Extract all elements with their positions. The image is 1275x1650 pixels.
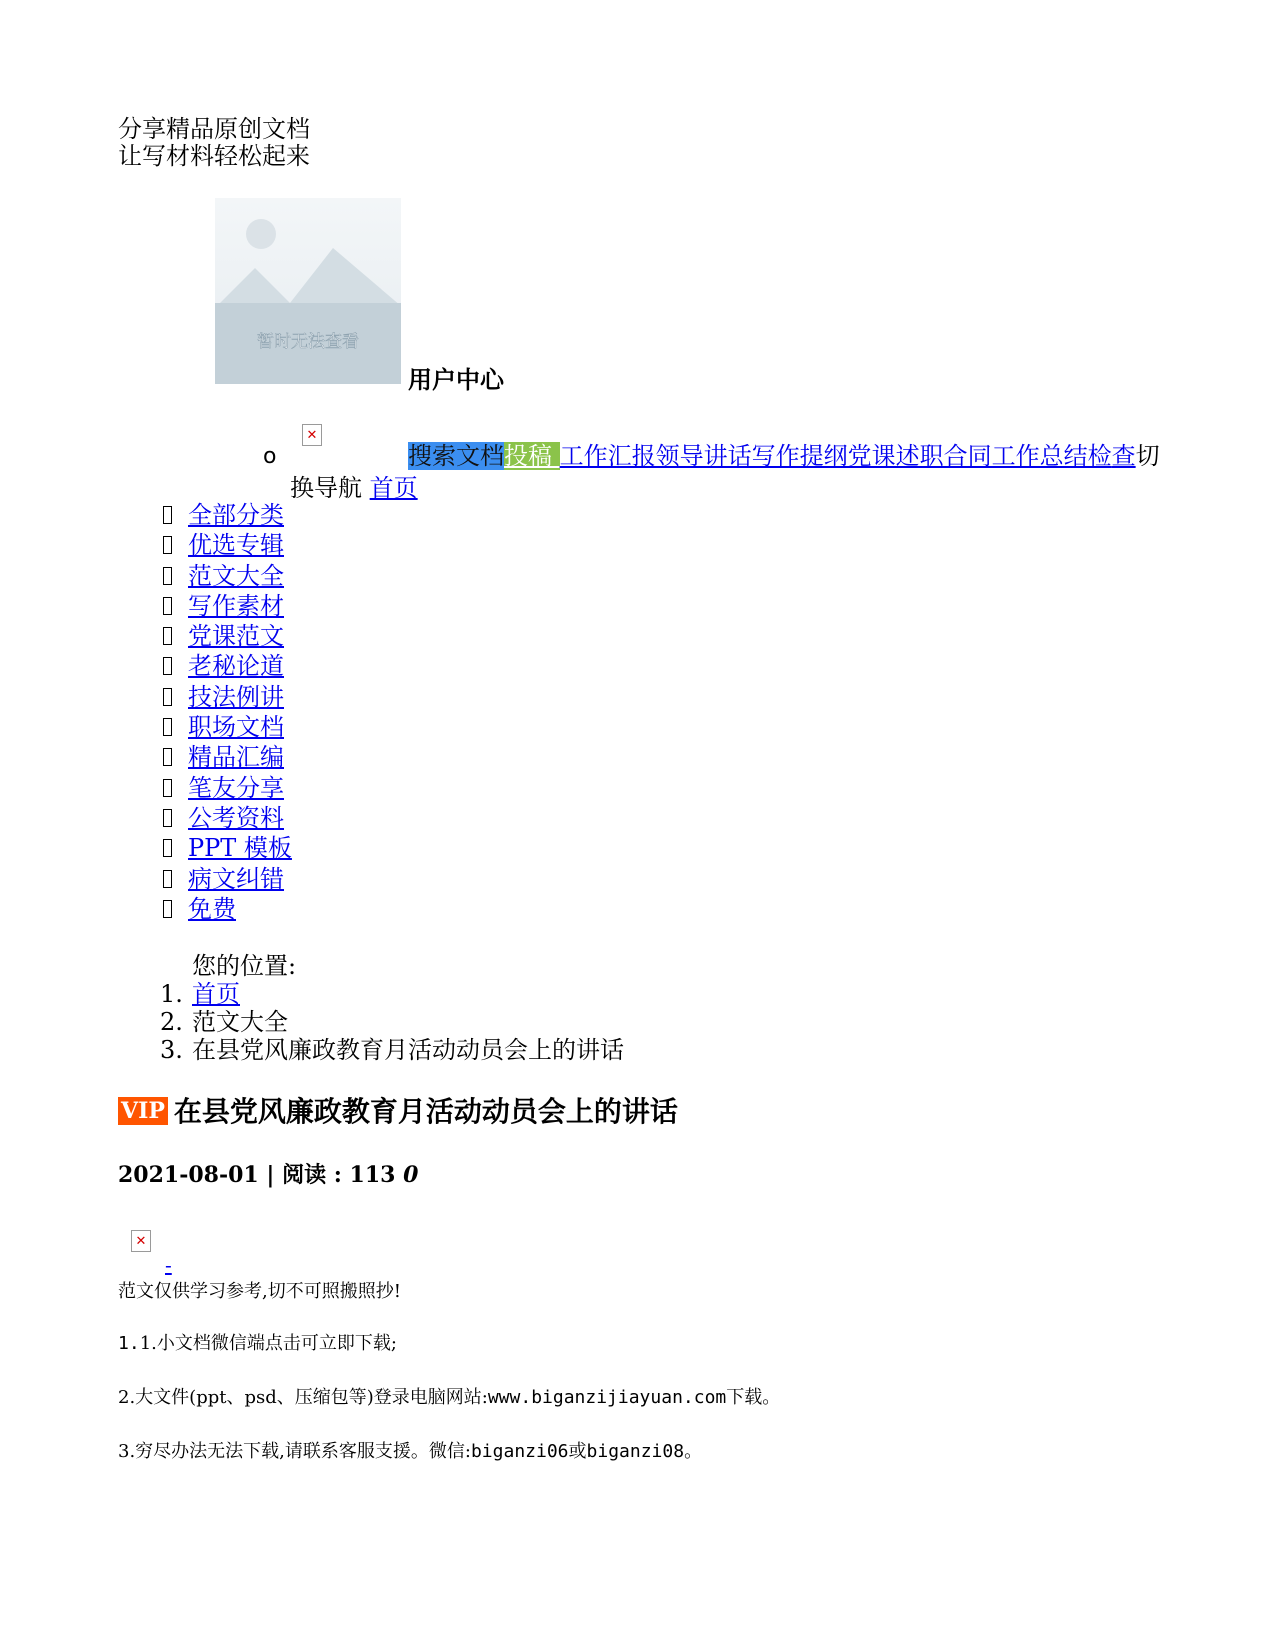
nav-link[interactable]: 技法例讲 xyxy=(188,682,284,711)
nav-link[interactable]: 精品汇编 xyxy=(188,743,284,772)
breadcrumb xyxy=(160,980,624,1064)
bullet-box-icon xyxy=(163,597,172,615)
nav-link[interactable]: 免费 xyxy=(188,894,236,923)
nav-link[interactable]: 笔友分享 xyxy=(188,773,284,802)
bullet-box-icon xyxy=(163,718,172,736)
bullet-box-icon xyxy=(163,627,172,645)
nav-link[interactable]: PPT 模板 xyxy=(188,834,292,863)
nav-item[interactable] xyxy=(163,500,292,530)
nav-link[interactable]: 范文大全 xyxy=(188,561,284,590)
notice-line: 3.穷尽办法无法下载,请联系客服支援。微信:biganzi06或biganzi08。 xyxy=(118,1441,703,1462)
bullet-box-icon xyxy=(163,567,172,585)
nav-link[interactable]: 优选专辑 xyxy=(188,531,284,560)
notice-line: 范文仅供学习参考,切不可照搬照抄! xyxy=(118,1281,401,1302)
nav-link[interactable]: 全部分类 xyxy=(188,501,284,529)
nav-link[interactable]: 老秘论道 xyxy=(188,652,284,681)
nav-link[interactable]: 党课范文 xyxy=(188,622,284,651)
image-unavailable-icon xyxy=(215,198,401,384)
bullet-box-icon xyxy=(163,900,172,918)
bullet-box-icon xyxy=(163,536,172,554)
nav-item[interactable] xyxy=(163,530,292,560)
wechat-id: biganzi06 xyxy=(470,1441,569,1462)
nav-item[interactable] xyxy=(163,591,292,621)
nav-item[interactable] xyxy=(163,773,292,803)
nav-item[interactable] xyxy=(163,621,292,651)
placeholder-caption: 暂时无法查看 xyxy=(257,332,359,352)
top-nav xyxy=(290,440,1170,504)
breadcrumb-home-link[interactable]: 首页 xyxy=(192,980,240,1008)
notice-line: 2.大文件(ppt、psd、压缩包等)登录电脑网站:www.biganzijiayuan.com下载。 xyxy=(118,1387,781,1408)
category-links-cont[interactable]: 查 xyxy=(1111,442,1136,470)
avatar-placeholder-image xyxy=(215,198,401,384)
like-count: 0 xyxy=(403,1162,419,1188)
article-title: 在县党风廉政教育月活动动员会上的讲话 xyxy=(173,1095,678,1128)
switch-nav-label: 切换导航 xyxy=(290,442,1160,502)
site-tagline xyxy=(118,116,310,170)
bullet-box-icon xyxy=(163,688,172,706)
broken-image-icon: ✕ xyxy=(302,424,322,446)
bullet-box-icon xyxy=(163,839,172,857)
publish-date: 2021-08-01 xyxy=(118,1162,259,1188)
notice-line: 1.1.小文档微信端点击可立即下载; xyxy=(118,1333,397,1354)
read-count: 113 xyxy=(349,1162,396,1188)
nav-item[interactable] xyxy=(163,561,292,591)
site-url: www.biganzijiayuan.com xyxy=(487,1387,727,1408)
nav-item[interactable] xyxy=(163,651,292,681)
bullet-box-icon xyxy=(163,870,172,888)
home-link[interactable]: 首页 xyxy=(369,474,418,502)
bullet-box-icon xyxy=(163,809,172,827)
page-title xyxy=(118,1090,678,1130)
tagline-line-1: 分享精品原创文档 xyxy=(118,115,310,143)
meta-separator: | xyxy=(266,1162,275,1188)
nav-item[interactable] xyxy=(163,742,292,772)
nav-link[interactable]: 公考资料 xyxy=(188,803,284,832)
nav-item[interactable] xyxy=(163,864,292,894)
user-center-label: 用户中心 xyxy=(408,365,504,394)
category-links[interactable]: 工作汇报领导讲话写作提纲党课述职合同工作总结检 xyxy=(559,442,1112,470)
vip-badge: VIP xyxy=(118,1097,168,1125)
wechat-id: biganzi08 xyxy=(586,1441,685,1462)
bullet-box-icon xyxy=(163,779,172,797)
nav-link[interactable]: 职场文档 xyxy=(188,713,284,742)
bullet-box-icon xyxy=(163,748,172,766)
bullet-box-icon xyxy=(163,506,172,524)
submit-article-button[interactable]: 投稿 xyxy=(504,442,560,470)
nav-item[interactable] xyxy=(163,712,292,742)
article-meta xyxy=(118,1158,418,1189)
broken-image-icon: ✕ xyxy=(131,1230,151,1252)
nav-item[interactable] xyxy=(163,682,292,712)
image-link[interactable]: - xyxy=(165,1253,172,1277)
location-label: 您的位置: xyxy=(192,952,297,980)
search-docs-button[interactable]: 搜索文档 xyxy=(408,442,504,470)
nav-item[interactable] xyxy=(163,803,292,833)
category-nav xyxy=(163,500,292,924)
nav-link[interactable]: 写作素材 xyxy=(188,591,284,620)
reads-label: 阅读 : xyxy=(282,1162,342,1188)
nav-item[interactable] xyxy=(163,833,292,863)
breadcrumb-item: 2. 范文大全 xyxy=(160,1008,288,1036)
breadcrumb-item: 3. 在县党风廉政教育月活动动员会上的讲话 xyxy=(160,1036,624,1064)
list-bullet: o xyxy=(263,444,277,469)
nav-link[interactable]: 病文纠错 xyxy=(188,864,284,893)
nav-item[interactable] xyxy=(163,894,292,924)
breadcrumb-item[interactable]: 1. 首页 xyxy=(160,980,240,1008)
tagline-line-2: 让写材料轻松起来 xyxy=(118,142,310,170)
bullet-box-icon xyxy=(163,657,172,675)
